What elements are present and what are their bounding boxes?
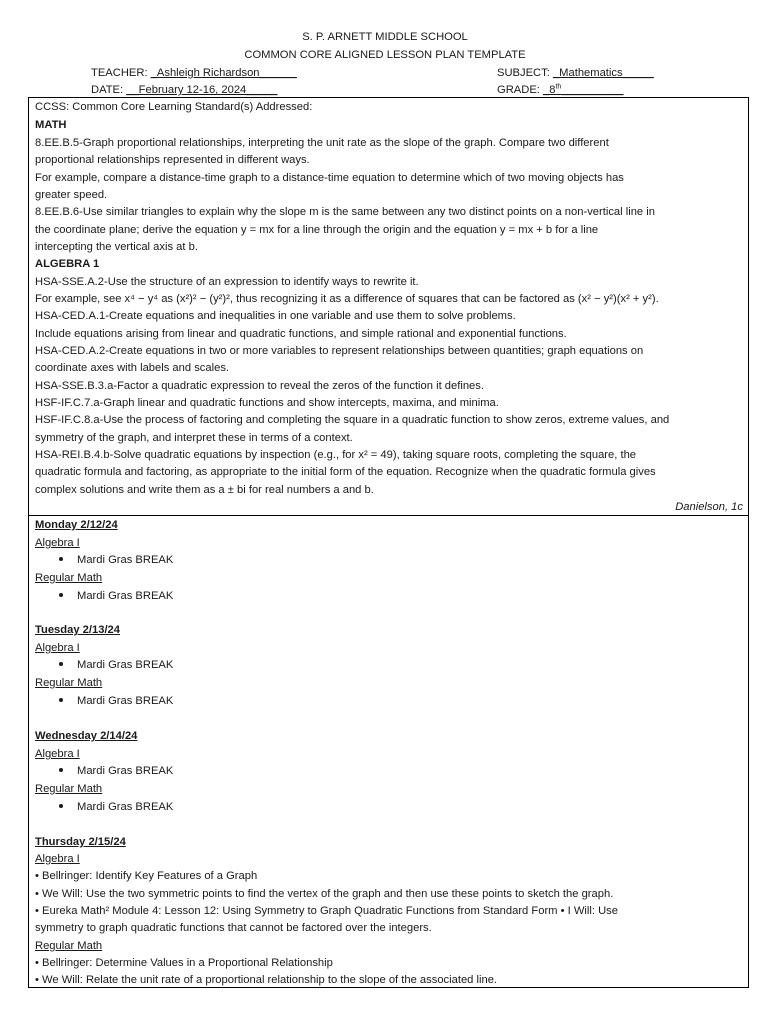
course-label-regular: Regular Math: [35, 783, 103, 795]
bullet-icon: [59, 593, 63, 597]
grade-value: _8th__________: [543, 83, 624, 96]
course-label-algebra: Algebra I: [35, 642, 80, 654]
grade-field: [497, 83, 624, 97]
subject-label: SUBJECT:: [497, 67, 550, 79]
weekly-plan-box: [28, 515, 749, 988]
template-title: COMMON CORE ALIGNED LESSON PLAN TEMPLATE: [244, 49, 526, 61]
school-name: S. P. ARNETT MIDDLE SCHOOL: [302, 31, 468, 43]
list-item: Mardi Gras BREAK: [59, 588, 173, 604]
lesson-line: • We Will: Relate the unit rate of a proportional relationship to the slope of the associated line.: [35, 974, 498, 986]
day-heading-wednesday: Wednesday 2/14/24: [35, 730, 138, 742]
date-field: [91, 83, 277, 97]
course-label-algebra: Algebra I: [35, 748, 80, 760]
list-item: Mardi Gras BREAK: [59, 799, 173, 815]
lesson-line: • Bellringer: Identify Key Features of a Graph: [35, 870, 258, 882]
bullet-icon: [59, 698, 63, 702]
list-item: Mardi Gras BREAK: [59, 552, 173, 568]
course-label-regular: Regular Math: [35, 677, 103, 689]
course-label-regular: Regular Math: [35, 572, 103, 584]
ccss-intro: CCSS: Common Core Learning Standard(s) Addressed:: [35, 101, 313, 113]
standard-line: HSA-REI.B.4.b-Solve quadratic equations by inspection (e.g., for x² = 49), taking square roots, completing the square, the: [35, 449, 637, 461]
bullet-icon: [59, 768, 63, 772]
standard-line: proportional relationships represented in different ways.: [35, 154, 310, 166]
standard-line: Include equations arising from linear and quadratic functions, and simple rational and exponential functions.: [35, 328, 567, 340]
standard-line: quadratic formula and factoring, as appropriate to the initial form of the equation. Recognize when the quadratic formula gives: [35, 466, 656, 478]
standard-line: HSA-SSE.B.3.a-Factor a quadratic expression to reveal the zeros of the function it defines.: [35, 380, 484, 392]
standard-line: the coordinate plane; derive the equation y = mx for a line through the origin and the equation y = mx + b for a line: [35, 224, 599, 236]
standard-line: complex solutions and write them as a ± bi for real numbers a and b.: [35, 484, 374, 496]
lesson-line: • Eureka Math² Module 4: Lesson 12: Using Symmetry to Graph Quadratic Functions from Standard Form • I Will: Use: [35, 905, 618, 917]
math-heading: MATH: [35, 119, 67, 131]
standard-line: 8.EE.B.6-Use similar triangles to explain why the slope m is the same between any two distinct points on a non-vertical line in: [35, 206, 655, 218]
teacher-value: _Ashleigh Richardson______: [150, 67, 297, 79]
day-heading-monday: Monday 2/12/24: [35, 519, 118, 531]
standard-line: intercepting the vertical axis at b.: [35, 241, 198, 253]
standard-line: greater speed.: [35, 189, 108, 201]
date-value: __February 12-16, 2024_____: [126, 84, 278, 96]
bullet-icon: [59, 662, 63, 666]
standard-line: For example, see x⁴ − y⁴ as (x²)² − (y²)², thus recognizing it as a difference of squares that can be factored as (x² − y²)(x² + y²).: [35, 293, 659, 305]
teacher-label: TEACHER:: [91, 67, 148, 79]
course-label-algebra: Algebra I: [35, 537, 80, 549]
lesson-line: symmetry to graph quadratic functions that cannot be factored over the integers.: [35, 922, 432, 934]
teacher-field: [91, 66, 297, 80]
bullet-icon: [59, 557, 63, 561]
course-label-algebra: Algebra I: [35, 853, 80, 865]
standard-line: coordinate axes with labels and scales.: [35, 362, 230, 374]
standard-line: HSF-IF.C.8.a-Use the process of factoring and completing the square in a quadratic function to show zeros, extreme values, and: [35, 414, 670, 426]
list-item: Mardi Gras BREAK: [59, 657, 173, 673]
subject-field: [497, 66, 654, 80]
date-label: DATE:: [91, 84, 124, 96]
danielson-reference: Danielson, 1c: [675, 501, 743, 513]
standard-line: 8.EE.B.5-Graph proportional relationships, interpreting the unit rate as the slope of the graph. Compare two different: [35, 137, 609, 149]
standard-line: symmetry of the graph, and interpret these in terms of a context.: [35, 432, 353, 444]
lesson-line: • Bellringer: Determine Values in a Proportional Relationship: [35, 957, 333, 969]
grade-label: GRADE:: [497, 84, 540, 96]
subject-value: _Mathematics_____: [552, 67, 654, 79]
standard-line: HSA-CED.A.1-Create equations and inequalities in one variable and use them to solve problems.: [35, 310, 516, 322]
list-item: Mardi Gras BREAK: [59, 693, 173, 709]
lesson-line: • We Will: Use the two symmetric points to find the vertex of the graph and then use these points to sketch the graph.: [35, 888, 614, 900]
course-label-regular: Regular Math: [35, 940, 103, 952]
standard-line: For example, compare a distance-time graph to a distance-time equation to determine which of two moving objects has: [35, 172, 624, 184]
standards-box: [28, 97, 749, 516]
day-heading-thursday: Thursday 2/15/24: [35, 836, 126, 848]
standard-line: HSA-CED.A.2-Create equations in two or more variables to represent relationships between quantities; graph equations on: [35, 345, 644, 357]
day-heading-tuesday: Tuesday 2/13/24: [35, 624, 120, 636]
bullet-icon: [59, 804, 63, 808]
standard-line: HSA-SSE.A.2-Use the structure of an expression to identify ways to rewrite it.: [35, 276, 419, 288]
standard-line: HSF-IF.C.7.a-Graph linear and quadratic functions and show intercepts, maxima, and minima.: [35, 397, 499, 409]
list-item: Mardi Gras BREAK: [59, 763, 173, 779]
algebra-heading: ALGEBRA 1: [35, 258, 100, 270]
